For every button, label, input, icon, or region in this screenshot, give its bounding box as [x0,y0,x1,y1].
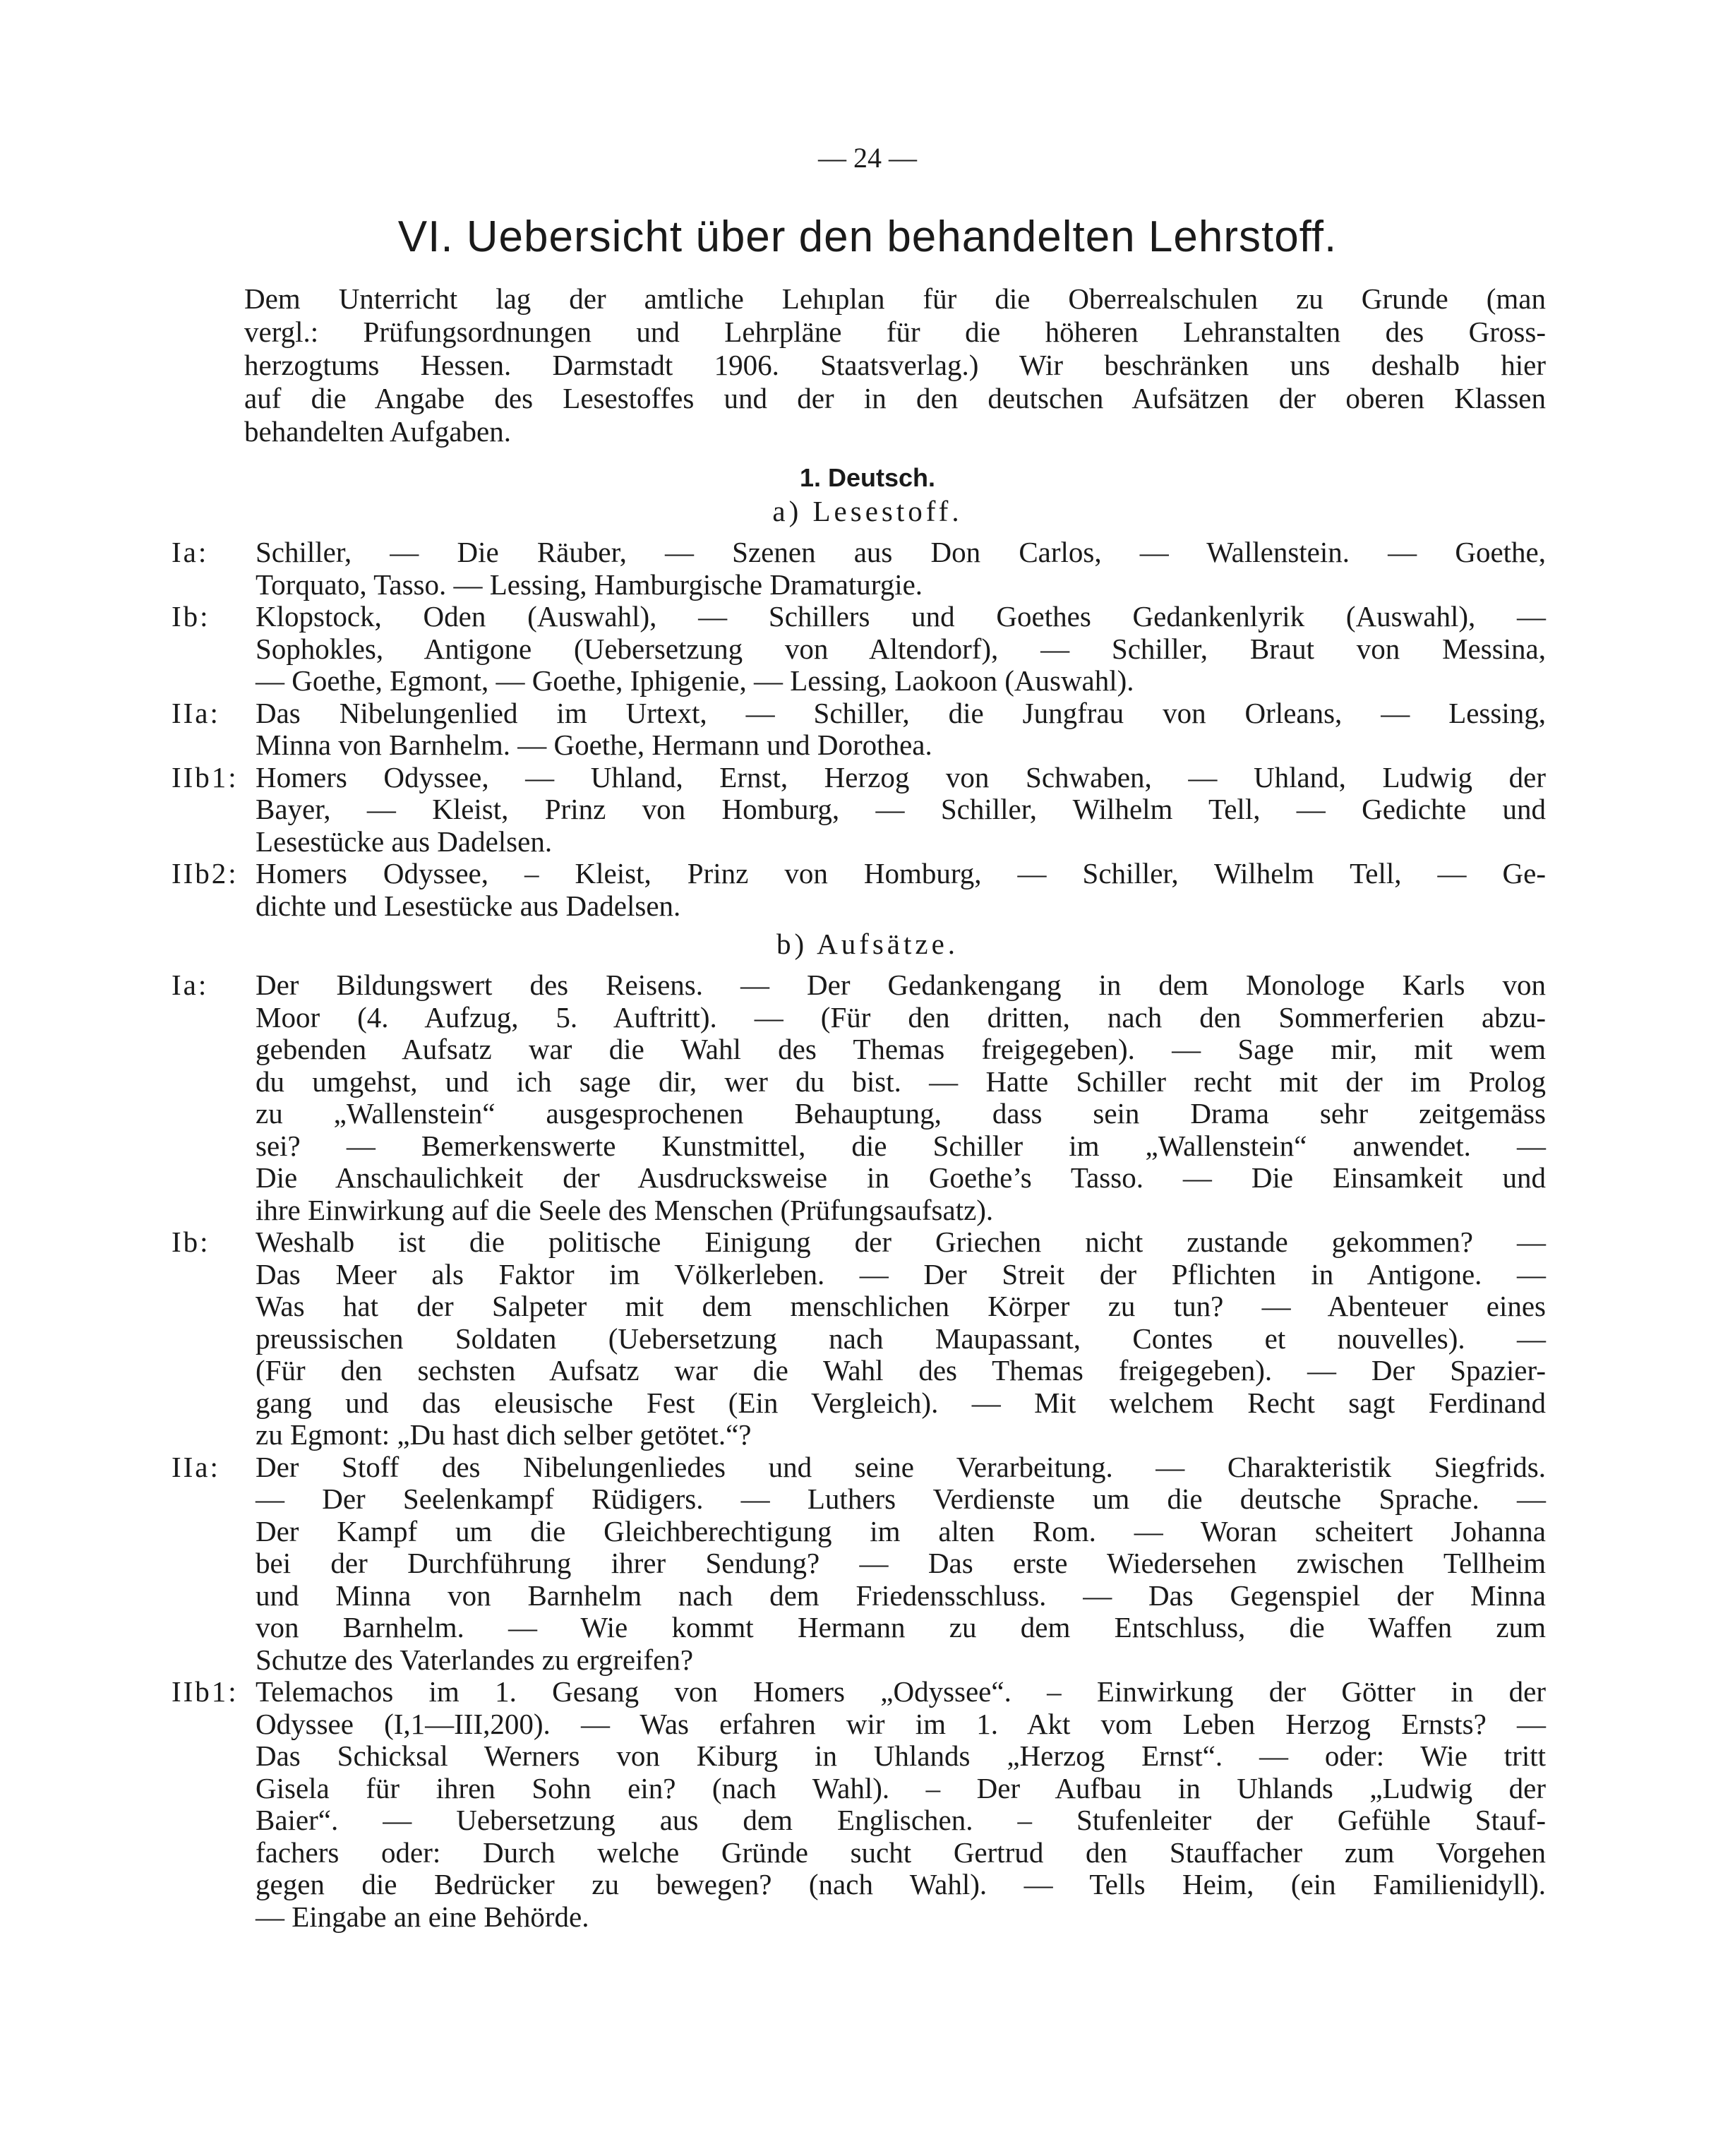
entry-text [256,858,1546,922]
entry-line: gebenden Aufsatz war die Wahl des Themas freigegeben). — Sage mir, mit wem [256,1033,1546,1065]
list-entry [172,537,1546,601]
entry-text [256,697,1546,762]
entry-text [256,1451,1546,1677]
entry-line: — Goethe, Egmont, — Goethe, Iphigenie, — Lessing, Laokoon (Auswahl). [256,664,1134,697]
paragraph-line: Dem Unterricht lag der amtliche Lehıplan für die Oberrealschulen zu Grunde (man [244,282,1546,315]
list-entry [172,762,1546,858]
page-title: VI. Uebersicht über den behandelten Lehrstoff. [397,212,1338,261]
list-entry [172,601,1546,697]
entry-line: Klopstock, Oden (Auswahl), — Schillers und Goethes Gedankenlyrik (Auswahl), — [256,600,1546,633]
entry-line: du umgehst, und ich sage dir, wer du bist. — Hatte Schiller recht mit der im Prolog [256,1065,1546,1098]
entry-line: gegen die Bedrücker zu bewegen? (nach Wahl). — Tells Heim, (ein Familienidyll). [256,1868,1546,1900]
entry-line: dichte und Lesestücke aus Dadelsen. [256,889,681,922]
class-label: Ib: [172,600,210,633]
entry-line: — Eingabe an eine Behörde. [256,1900,589,1933]
entry-line: zu Egmont: „Du hast dich selber getötet.“? [256,1418,752,1451]
entry-line: von Barnhelm. — Wie kommt Hermann zu dem Entschluss, die Waffen zum [256,1611,1546,1643]
entry-line: Das Meer als Faktor im Völkerleben. — Der Streit der Pflichten in Antigone. — [256,1257,1546,1290]
entry-line: Schiller, — Die Räuber, — Szenen aus Don Carlos, — Wallenstein. — Goethe, [256,536,1546,568]
paragraph-line: vergl.: Prüfungsordnungen und Lehrpläne für die höheren Lehranstalten des Gross- [244,316,1546,348]
entry-text [256,601,1546,697]
entry-line: Moor (4. Aufzug, 5. Auftritt). — (Für den dritten, nach den Sommerferien abzu- [256,1000,1546,1034]
entry-line: Das Schicksal Werners von Kiburg in Uhlands „Herzog Ernst“. — oder: Wie tritt [256,1739,1546,1772]
entry-line: Der Bildungswert des Reisens. — Der Gedankengang in dem Monologe Karls von [256,969,1546,1001]
entry-line: Gisela für ihren Sohn ein? (nach Wahl). – Der Aufbau in Uhlands „Ludwig der [256,1771,1546,1804]
subheading-lesestoff: a) Lesestoff. [772,495,963,527]
entry-text [256,1226,1546,1451]
entry-line: Schutze des Vaterlandes zu ergreifen? [256,1643,694,1676]
entry-line: Das Nibelungenlied im Urtext, — Schiller, die Jungfrau von Orleans, — Lessing, [256,696,1546,729]
paragraph-line: auf die Angabe des Lesestoffes und der in den deutschen Aufsätzen der oberen Klassen [244,382,1546,414]
list-entry [172,1676,1546,1933]
entry-line: Die Anschaulichkeit der Ausdrucksweise in Goethe’s Tasso. — Die Einsamkeit und [256,1161,1546,1194]
entry-line: Lesestücke aus Dadelsen. [256,825,553,858]
class-label: Ia: [172,536,209,568]
entry-line: ihre Einwirkung auf die Seele des Menschen (Prüfungsaufsatz). [256,1193,994,1226]
subheading-aufsaetze: b) Aufsätze. [776,928,959,960]
entry-line: Homers Odyssee, – Kleist, Prinz von Homburg, — Schiller, Wilhelm Tell, — Ge- [256,857,1546,890]
lesestoff-list [172,537,1546,922]
list-entry [172,1451,1546,1677]
list-entry [172,697,1546,762]
entry-text [256,762,1546,858]
intro-paragraph [244,282,1546,448]
list-entry [172,969,1546,1226]
entry-line: Was hat der Salpeter mit dem menschlichen Körper zu tun? — Abenteuer eines [256,1290,1546,1322]
section-heading-deutsch: 1. Deutsch. [799,463,936,492]
entry-line: Der Stoff des Nibelungenliedes und seine Verarbeitung. — Charakteristik Siegfrids. [256,1450,1546,1483]
entry-text [256,537,1546,601]
entry-line: Weshalb ist die politische Einigung der Griechen nicht zustande gekommen? — [256,1226,1546,1258]
class-label: IIb2: [172,857,239,890]
entry-line: zu „Wallenstein“ ausgesprochenen Behauptung, dass sein Drama sehr zeitgemäss [256,1097,1546,1130]
entry-line: und Minna von Barnhelm nach dem Friedensschluss. — Das Gegenspiel der Minna [256,1579,1546,1612]
entry-line: Telemachos im 1. Gesang von Homers „Odyssee“. – Einwirkung der Götter in der [256,1675,1546,1708]
entry-line: bei der Durchführung ihrer Sendung? — Das erste Wiedersehen zwischen Tellheim [256,1547,1546,1579]
entry-line: Homers Odyssee, — Uhland, Ernst, Herzog von Schwaben, — Uhland, Ludwig der [256,760,1546,793]
paragraph-line: behandelten Aufgaben. [244,415,511,448]
class-label: Ib: [172,1226,210,1258]
class-label: Ia: [172,969,209,1001]
entry-line: Baier“. — Uebersetzung aus dem Englischen. – Stufenleiter der Gefühle Stauf- [256,1804,1546,1836]
entry-line: sei? — Bemerkenswerte Kunstmittel, die Schiller im „Wallenstein“ anwendet. — [256,1129,1546,1162]
entry-line: (Für den sechsten Aufsatz war die Wahl des Themas freigegeben). — Der Spazier- [256,1354,1546,1387]
entry-line: Bayer, — Kleist, Prinz von Homburg, — Schiller, Wilhelm Tell, — Gedichte und [256,793,1546,825]
entry-text [256,1676,1546,1933]
entry-line: — Der Seelenkampf Rüdigers. — Luthers Verdienste um die deutsche Sprache. — [256,1483,1546,1515]
aufsaetze-list [172,969,1546,1933]
class-label: IIb1: [172,760,239,793]
entry-line: preussischen Soldaten (Uebersetzung nach Maupassant, Contes et nouvelles). — [256,1322,1546,1355]
entry-text [256,969,1546,1226]
class-label: IIa: [172,696,220,729]
page-number: — 24 — [818,142,917,174]
class-label: IIa: [172,1450,220,1483]
list-entry [172,858,1546,922]
class-label: IIb1: [172,1675,239,1708]
entry-line: Sophokles, Antigone (Uebersetzung von Altendorf), — Schiller, Braut von Messina, [256,632,1546,665]
entry-line: Torquato, Tasso. — Lessing, Hamburgische Dramaturgie. [256,568,923,601]
entry-line: gang und das eleusische Fest (Ein Vergleich). — Mit welchem Recht sagt Ferdinand [256,1386,1546,1419]
paragraph-line: herzogtums Hessen. Darmstadt 1906. Staatsverlag.) Wir beschränken uns deshalb hier [244,349,1546,381]
entry-line: Der Kampf um die Gleichberechtigung im alten Rom. — Woran scheitert Johanna [256,1514,1546,1547]
entry-line: Minna von Barnhelm. — Goethe, Hermann und Dorothea. [256,729,932,761]
entry-line: fachers oder: Durch welche Gründe sucht Gertrud den Stauffacher zum Vorgehen [256,1835,1546,1869]
entry-line: Odyssee (I,1—III,200). — Was erfahren wir im 1. Akt vom Leben Herzog Ernsts? — [256,1707,1546,1740]
list-entry [172,1226,1546,1451]
